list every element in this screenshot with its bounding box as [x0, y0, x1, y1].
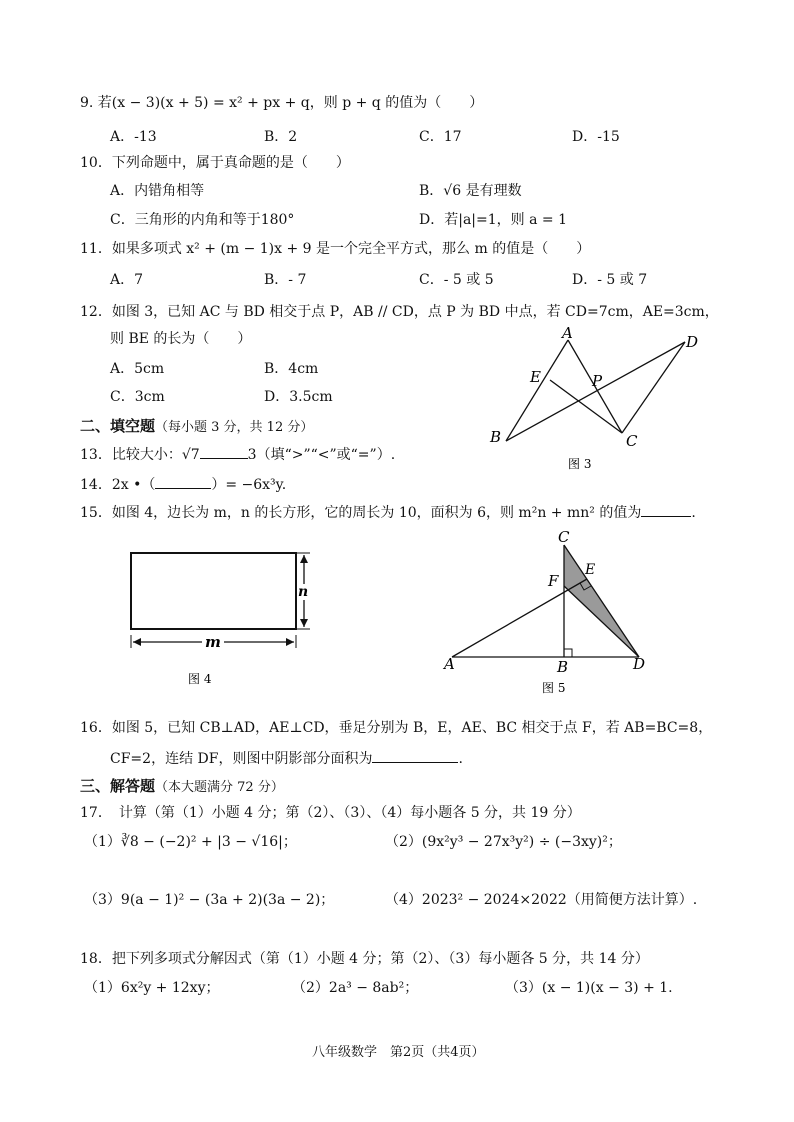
q17-stem: 17． 计算（第（1）小题 4 分；第（2）、（3）、（4）每小题各 5 分，共 19 分）: [80, 805, 581, 821]
solve-section-heading: [80, 776, 284, 798]
figure-5: [440, 530, 660, 700]
q10-stem: 10．下列命题中，属于真命题的是（ ）: [80, 155, 350, 171]
q12-option-d: D．3.5cm: [264, 389, 333, 405]
q12-stem: 12．如图 3，已知 AC 与 BD 相交于点 P，AB // CD，点 P 为 BD 中点，若 CD=7cm，AE=3cm，: [80, 304, 719, 320]
q12-option-a: A．5cm: [110, 361, 165, 377]
q13-text-a: 13．比较大小：√7: [80, 447, 200, 463]
q18-part-1: （1）6x²y + 12xy；: [84, 980, 220, 996]
point-p-label: P: [592, 372, 603, 390]
point-d-label: D: [633, 655, 646, 673]
q14-text-b: ）= −6x³y.: [211, 477, 287, 493]
q9-option-b: B．2: [264, 129, 298, 145]
q15: [80, 502, 696, 523]
q9-option-d: D．-15: [572, 129, 620, 145]
point-e-label: E: [530, 368, 541, 386]
m-arrow-left: [133, 638, 141, 646]
q10-option-b: B．√6 是有理数: [419, 183, 522, 199]
q12-option-c: C．3cm: [110, 389, 165, 405]
point-a-label: A: [444, 655, 455, 673]
m-arrow-right: [286, 638, 294, 646]
q17-part-3: （3）9(a − 1)² − (3a + 2)(3a − 2)；: [84, 892, 335, 908]
q11-option-d: D．- 5 或 7: [572, 272, 648, 288]
figure-5-caption: 图 5: [542, 681, 566, 695]
point-d-label: D: [686, 333, 699, 351]
figure-4: [120, 545, 330, 695]
q14: [80, 474, 286, 495]
solve-section-note: （本大题满分 72 分）: [155, 780, 284, 795]
q13-text-b: 3（填“>”“<”或“=”）.: [247, 447, 396, 463]
q16-line2: [110, 748, 463, 769]
point-e-label: E: [585, 562, 596, 578]
solve-section-title: 三、解答题: [80, 777, 156, 795]
q14-answer-blank[interactable]: [155, 474, 211, 489]
q9-option-c: C．17: [419, 129, 462, 145]
figure-3-caption: 图 3: [568, 457, 592, 470]
q18-stem: 18．把下列多项式分解因式（第（1）小题 4 分；第（2）、（3）每小题各 5 分，共 14 分）: [80, 951, 649, 967]
q12-option-b: B．4cm: [264, 361, 319, 377]
q9-stem: 9. 若(x − 3)(x + 5) = x² + px + q，则 p + q 的值为（ ）: [80, 95, 484, 111]
q16-end: .: [458, 751, 463, 767]
segment-ab: [506, 340, 568, 441]
q17-part-1: （1）∛8 − (−2)² + |3 − √16|；: [84, 834, 297, 850]
point-b-label: B: [557, 658, 569, 676]
segment-ec: [550, 380, 622, 433]
segment-cd: [564, 545, 639, 657]
q15-answer-blank[interactable]: [641, 502, 691, 517]
q11-stem: 11．如果多项式 x² + (m − 1)x + 9 是一个完全平方式，那么 m 的值是（ ）: [80, 241, 591, 257]
fill-section-title: 二、填空题: [80, 417, 156, 435]
point-a-label: A: [562, 324, 573, 342]
n-arrow-top: [300, 555, 308, 563]
q17-part-4: （4）2023² − 2024×2022（用简便方法计算）.: [385, 892, 698, 908]
figure-4-caption: 图 4: [188, 672, 212, 686]
rectangle: [131, 553, 296, 629]
point-f-label: F: [548, 572, 559, 590]
q16-line2-text: CF=2，连结 DF，则图中阴影部分面积为: [110, 751, 373, 767]
q10-option-c: C．三角形的内角和等于180°: [110, 212, 295, 228]
q17-part-2: （2）(9x²y³ − 27x³y²) ÷ (−3xy)²；: [385, 834, 622, 850]
side-m-label: m: [205, 633, 221, 651]
q14-text-a: 14．2x •（: [80, 477, 156, 493]
q12-stem-line2: 则 BE 的长为（ ）: [110, 331, 252, 347]
point-c-label: C: [558, 530, 570, 546]
page-footer: 八年级数学 第2页（共4页）: [312, 1045, 485, 1060]
q15-end: .: [691, 505, 696, 521]
fill-section-heading: [80, 416, 313, 438]
q10-option-a: A．内错角相等: [110, 183, 205, 199]
q15-text: 15．如图 4，边长为 m，n 的长方形，它的周长为 10，面积为 6，则 m²n + mn² 的值为: [80, 505, 642, 521]
segment-dc: [622, 342, 685, 433]
q11-option-b: B．- 7: [264, 272, 307, 288]
q10-option-d: D．若|a|=1，则 a = 1: [419, 212, 567, 228]
side-n-label: n: [298, 584, 309, 600]
q11-option-a: A．7: [110, 272, 144, 288]
segment-fd: [564, 586, 639, 657]
point-b-label: B: [490, 428, 502, 446]
q18-part-2: （2）2a³ − 8ab²；: [292, 980, 419, 996]
q13-answer-blank[interactable]: [200, 444, 248, 459]
segment-ae: [452, 579, 587, 657]
q18-part-3: （3）(x − 1)(x − 3) + 1.: [505, 980, 673, 996]
n-arrow-bottom: [300, 619, 308, 627]
q16-line1: 16．如图 5，已知 CB⊥AD，AE⊥CD，垂足分别为 B，E，AE、BC 相交于点 F，若 AB=BC=8，: [80, 720, 713, 736]
right-angle-mark-b: [564, 649, 572, 657]
q16-answer-blank[interactable]: [372, 748, 458, 763]
point-c-label: C: [626, 432, 638, 450]
segment-bd: [506, 342, 685, 441]
q11-option-c: C．- 5 或 5: [419, 272, 494, 288]
q9-option-a: A．-13: [110, 129, 157, 145]
figure-3: [480, 320, 720, 470]
fill-section-note: （每小题 3 分，共 12 分）: [155, 420, 314, 435]
q13: [80, 444, 395, 465]
